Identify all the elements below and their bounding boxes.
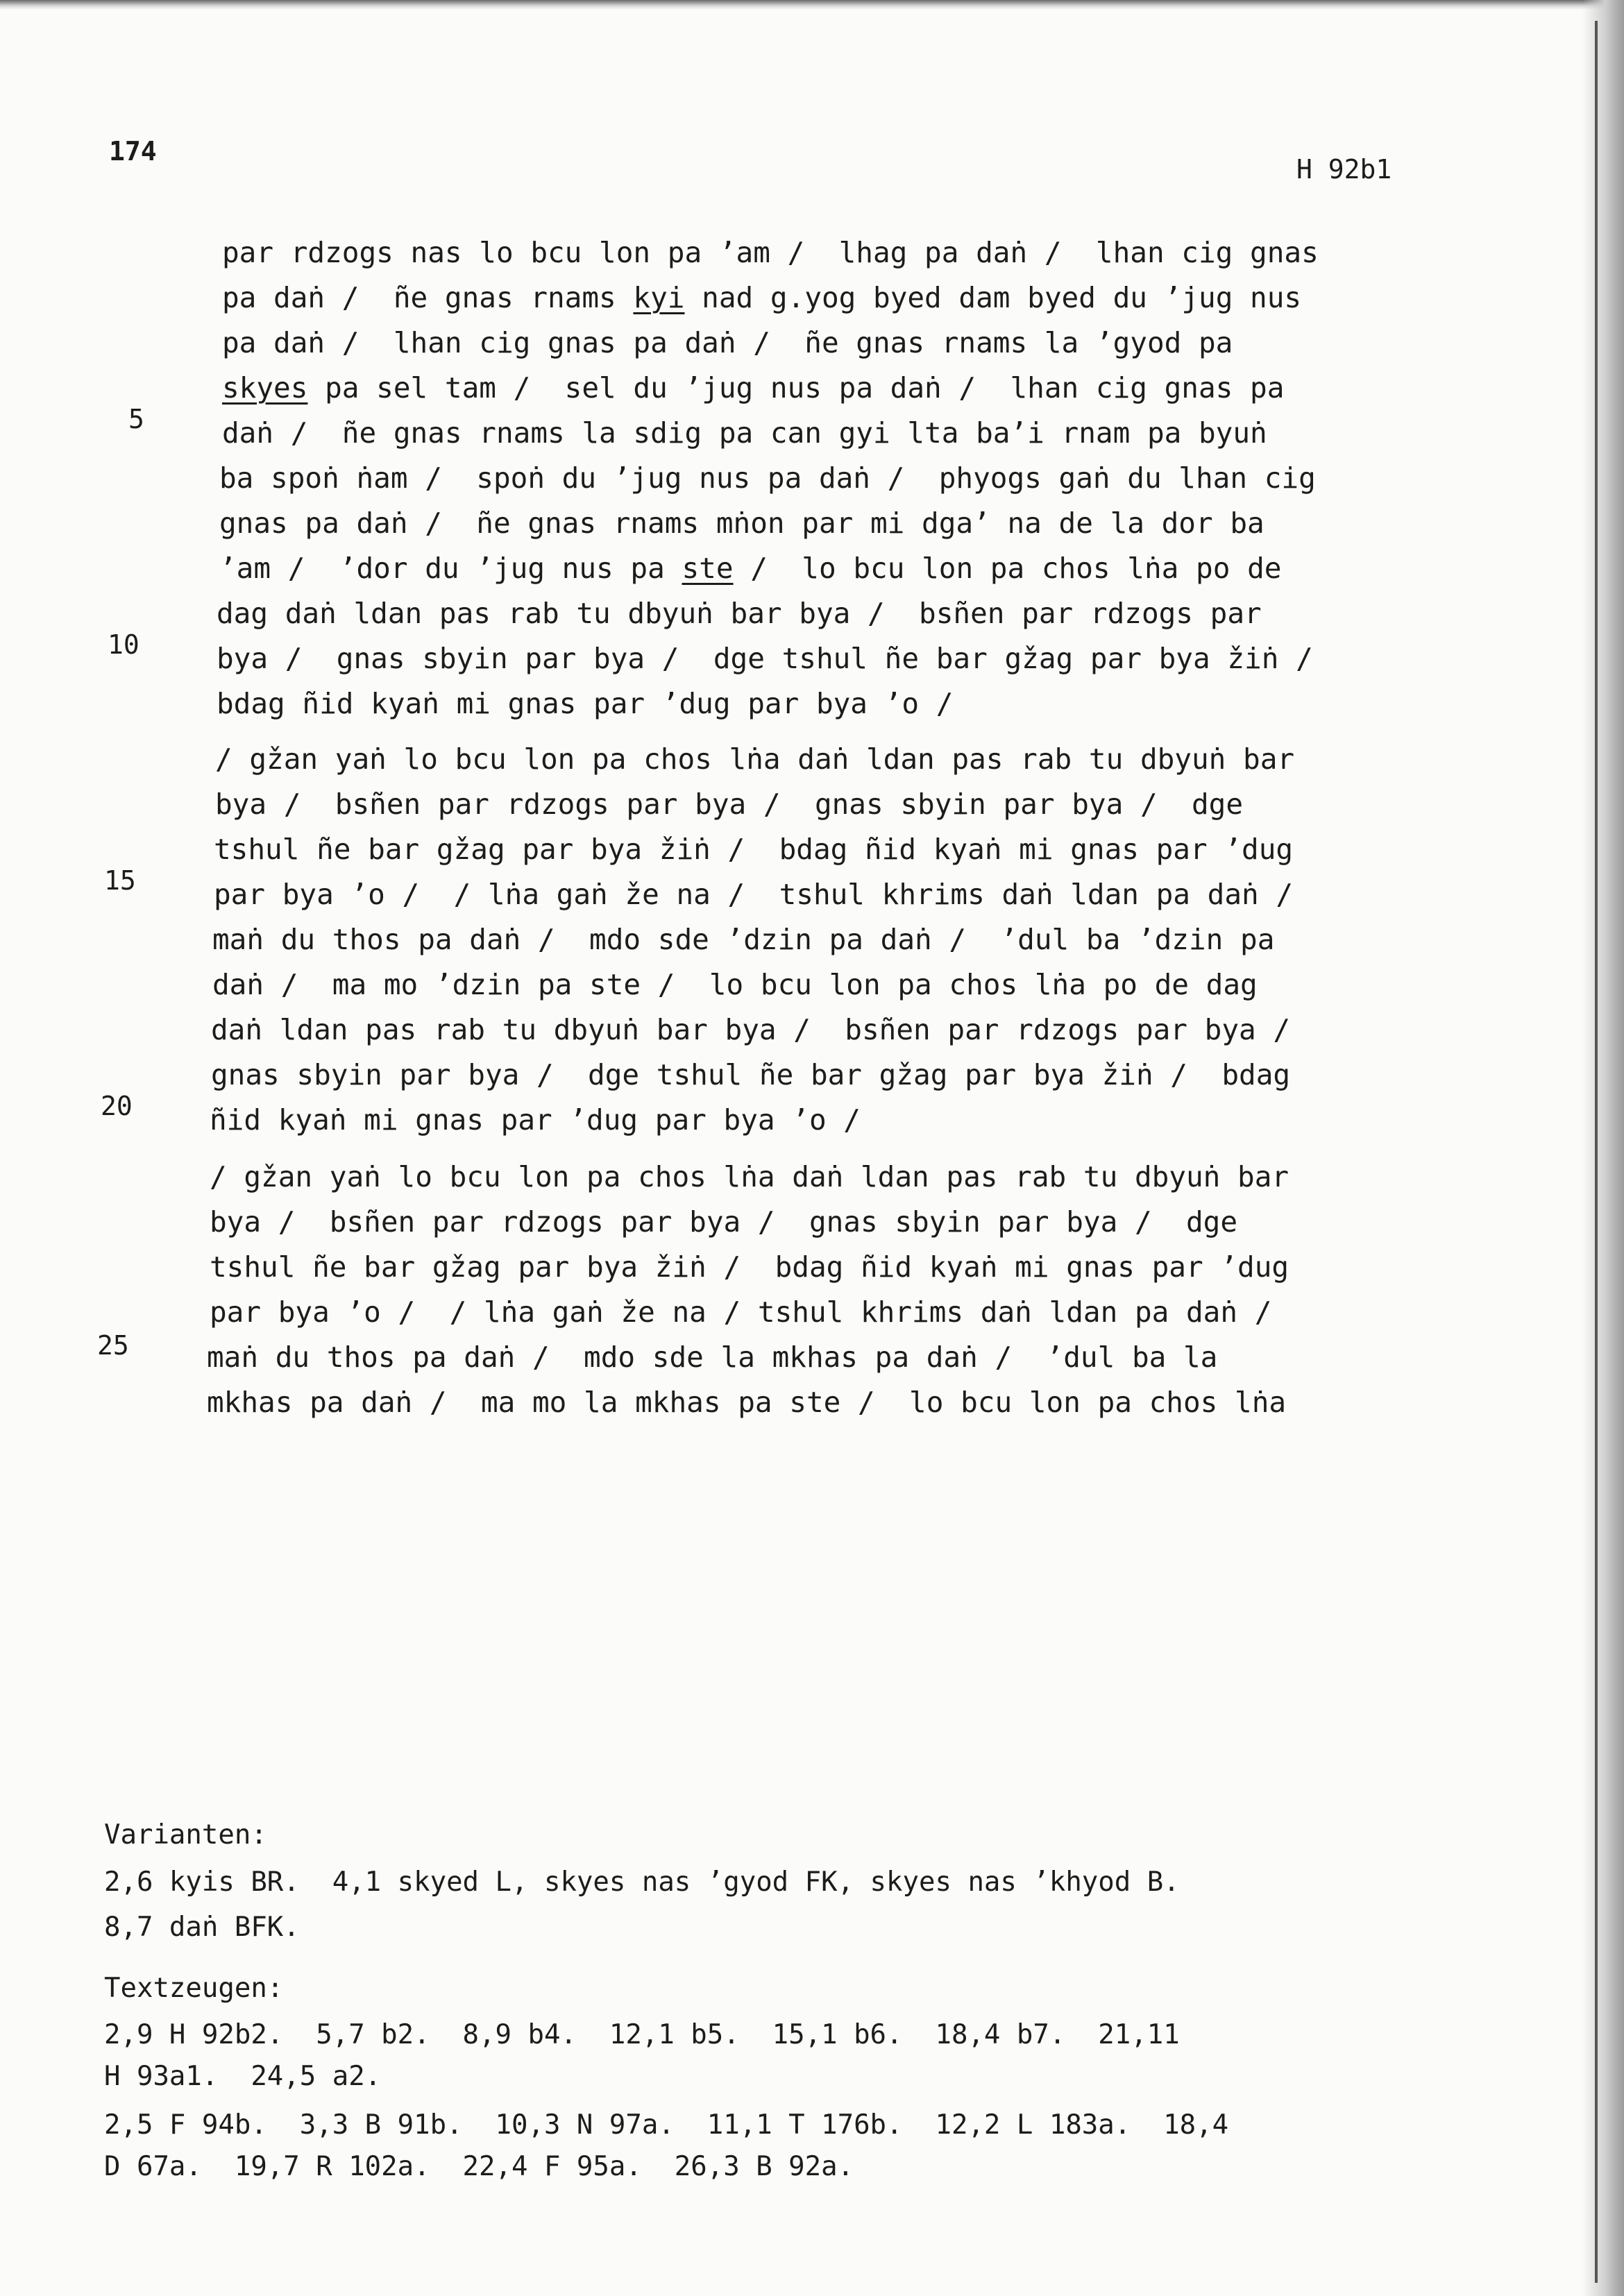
line-number: 25 bbox=[97, 1330, 129, 1361]
text-line: maṅ du thos pa daṅ / mdo sde la mkhas pa daṅ / ’dul ba la bbox=[207, 1341, 1218, 1374]
text-line: par bya ’o / / lṅa gaṅ že na / tshul khrims daṅ ldan pa daṅ / bbox=[210, 1295, 1272, 1329]
text-line: ’am / ’dor du ’jug nus pa ste / lo bcu lon pa chos lṅa po de bbox=[219, 552, 1282, 585]
underlined-word: kyi bbox=[633, 281, 685, 314]
line-number: 5 bbox=[128, 404, 144, 434]
underlined-word: ste bbox=[682, 552, 734, 585]
text-line: bya / bsñen par rdzogs par bya / gnas sbyin par bya / dge bbox=[215, 788, 1244, 821]
text-line: pa daṅ / lhan cig gnas pa daṅ / ñe gnas rnams la ’gyod pa bbox=[222, 326, 1233, 359]
manuscript-sigla: H 92b1 bbox=[1296, 154, 1392, 185]
text-line: par bya ’o / / lṅa gaṅ že na / tshul khrims daṅ ldan pa daṅ / bbox=[214, 878, 1294, 911]
witnesses-line: 2,9 H 92b2. 5,7 b2. 8,9 b4. 12,1 b5. 15,1 b6. 18,4 b7. 21,11 bbox=[104, 2019, 1180, 2050]
underlined-word: skyes bbox=[222, 371, 308, 405]
text-line: dag daṅ ldan pas rab tu dbyuṅ bar bya / bsñen par rdzogs par bbox=[217, 597, 1262, 630]
variants-line: 8,7 daṅ BFK. bbox=[104, 1912, 300, 1943]
text-line: bya / bsñen par rdzogs par bya / gnas sbyin par bya / dge bbox=[210, 1205, 1238, 1239]
text-line: gnas sbyin par bya / dge tshul ñe bar gžag par bya žiṅ / bdag bbox=[211, 1058, 1291, 1091]
scan-top-edge bbox=[0, 0, 1624, 10]
text-line bbox=[222, 281, 1301, 314]
text-line: ñid kyaṅ mi gnas par ’dug par bya ’o / bbox=[210, 1103, 861, 1137]
text-line-content: pa daṅ / ñe gnas rnams kyi nad g.yog byed dam byed du ’jug nus bbox=[222, 281, 1302, 314]
line-number: 20 bbox=[101, 1091, 133, 1121]
scan-binding-line bbox=[1595, 21, 1598, 2283]
text-line: maṅ du thos pa daṅ / mdo sde ’dzin pa daṅ / ’dul ba ’dzin pa bbox=[212, 923, 1275, 956]
text-line: par rdzogs nas lo bcu lon pa ’am / lhag pa daṅ / lhan cig gnas bbox=[222, 236, 1319, 269]
witnesses-line: 2,5 F 94b. 3,3 B 91b. 10,3 N 97a. 11,1 T 176b. 12,2 L 183a. 18,4 bbox=[104, 2109, 1229, 2141]
text-line: mkhas pa daṅ / ma mo la mkhas pa ste / lo bcu lon pa chos lṅa bbox=[207, 1386, 1287, 1419]
witnesses-line: H 93a1. 24,5 a2. bbox=[104, 2061, 382, 2092]
text-line: daṅ / ñe gnas rnams la sdig pa can gyi lta ba’i rnam pa byuṅ bbox=[222, 416, 1267, 450]
line-number: 10 bbox=[108, 629, 139, 660]
text-line: / gžan yaṅ lo bcu lon pa chos lṅa daṅ ldan pas rab tu dbyuṅ bar bbox=[215, 742, 1295, 776]
text-line: daṅ ldan pas rab tu dbyuṅ bar bya / bsñen par rdzogs par bya / bbox=[211, 1013, 1291, 1046]
line-number: 15 bbox=[104, 865, 136, 896]
text-line: daṅ / ma mo ’dzin pa ste / lo bcu lon pa chos lṅa po de dag bbox=[212, 968, 1258, 1001]
witnesses-line: D 67a. 19,7 R 102a. 22,4 F 95a. 26,3 B 92a. bbox=[104, 2151, 854, 2182]
text-line: tshul ñe bar gžag par bya žiṅ / bdag ñid kyaṅ mi gnas par ’dug bbox=[210, 1250, 1289, 1284]
text-line: tshul ñe bar gžag par bya žiṅ / bdag ñid kyaṅ mi gnas par ’dug bbox=[214, 833, 1294, 866]
text-line: skyes pa sel tam / sel du ’jug nus pa daṅ / lhan cig gnas pa bbox=[222, 371, 1285, 405]
variants-line: 2,6 kyis BR. 4,1 skyed L, skyes nas ’gyod FK, skyes nas ’khyod B. bbox=[104, 1866, 1180, 1898]
text-line: bdag ñid kyaṅ mi gnas par ’dug par bya ’o / bbox=[217, 687, 954, 720]
text-line: bya / gnas sbyin par bya / dge tshul ñe bar gžag par bya žiṅ / bbox=[217, 642, 1313, 675]
witnesses-label: Textzeugen: bbox=[104, 1973, 284, 2004]
variants-label: Varianten: bbox=[104, 1819, 267, 1851]
text-line: / gžan yaṅ lo bcu lon pa chos lṅa daṅ ldan pas rab tu dbyuṅ bar bbox=[210, 1160, 1289, 1193]
page-number: 174 bbox=[109, 136, 157, 167]
text-line: ba spoṅ ṅam / spoṅ du ’jug nus pa daṅ / phyogs gaṅ du lhan cig bbox=[219, 461, 1316, 495]
text-line: gnas pa daṅ / ñe gnas rnams mṅon par mi dga’ na de la dor ba bbox=[219, 507, 1264, 540]
scan-right-edge bbox=[1582, 0, 1624, 2296]
